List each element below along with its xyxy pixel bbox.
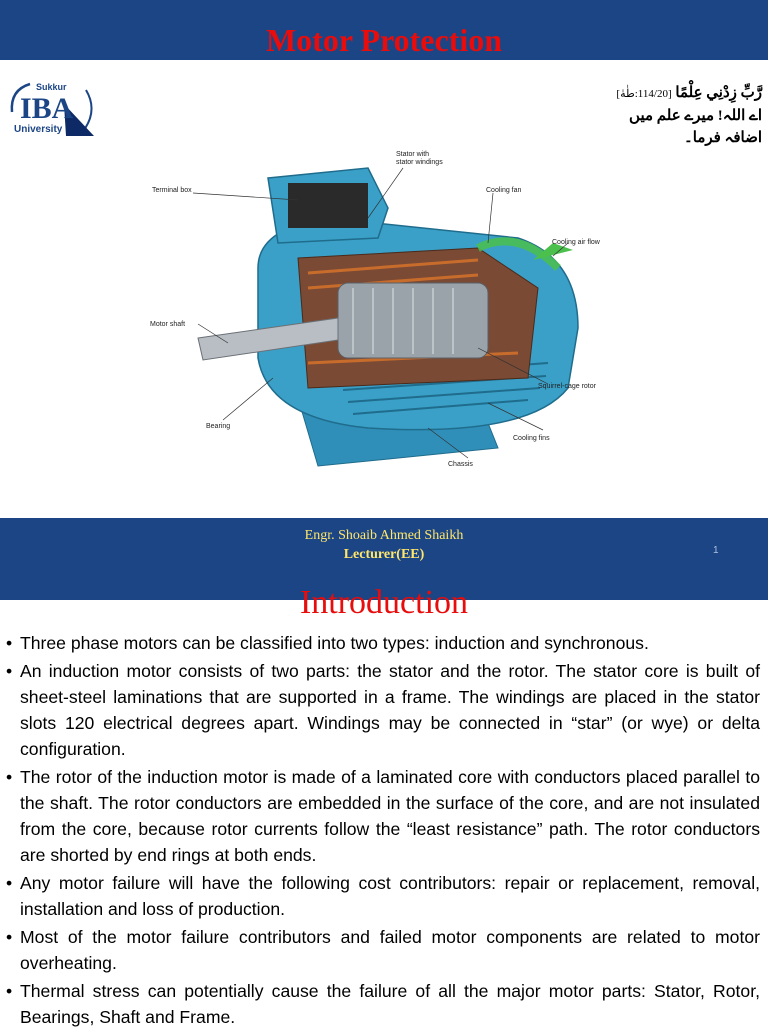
label-stator-windings: stator windings — [396, 159, 443, 166]
author-name: Engr. Shoaib Ahmed Shaikh — [304, 528, 464, 543]
logo-bottom-text: University — [14, 124, 63, 135]
verse-translation: اے اللہ! میرے علم میں اضافہ فرما۔ — [629, 108, 762, 146]
label-cooling-fan: Cooling fan — [486, 187, 522, 194]
bullet-item: • Thermal stress can potentially cause the failure of all the major motor parts: Stator, Rotor, Bearings, Shaft and Frame. — [6, 978, 760, 1030]
bullet-item: • Three phase motors can be classified into two types: induction and synchronous. — [6, 630, 760, 656]
label-stator: Stator with — [396, 151, 430, 158]
label-squirrel-cage-rotor: Squirrel-cage rotor — [538, 383, 596, 390]
bullet-item: • Any motor failure will have the following cost contributors: repair or replacement, removal, installation and loss of production. — [6, 870, 760, 922]
bullet-list — [6, 630, 760, 1032]
motor-cutaway-figure — [148, 148, 618, 478]
slide-title: Motor Protection — [265, 22, 503, 58]
verse-reference: [114/20:طٰهٰ] — [616, 88, 672, 100]
label-bearing: Bearing — [206, 423, 231, 430]
logo-main-text: IBA — [20, 92, 74, 125]
verse-line1: رَّبِّ زِدْنِي عِلْمًا — [675, 85, 762, 101]
bullet-item: • Most of the motor failure contributors and failed motor components are related to motor overheating. — [6, 924, 760, 976]
section-title: Introduction — [299, 584, 469, 621]
bullet-item: • The rotor of the induction motor is made of a laminated core with conductors placed parallel to the shaft. The rotor conductors are embedded in the surface of the core, and are not insulated from the core, because rotor currents follow the “least resistance” path. The rotor conductors are shorted by end rings at both ends. — [6, 764, 760, 868]
page-number: 1 — [713, 545, 719, 556]
label-cooling-fins: Cooling fins — [513, 435, 550, 442]
bullet-item: • An induction motor consists of two parts: the stator and the rotor. The stator core is built of sheet-steel laminations that are supported in a frame. The windings are placed in the stator slots 120 electrical degrees apart. Windings may be connected in “star” (or wye) or delta configuration. — [6, 658, 760, 762]
label-terminal-box: Terminal box — [152, 187, 192, 194]
label-chassis: Chassis — [448, 461, 473, 468]
quran-verse — [612, 82, 762, 149]
author-role: Lecturer(EE) — [343, 547, 425, 562]
label-cooling-air-flow: Cooling air flow — [552, 239, 600, 246]
logo-top-text: Sukkur — [36, 82, 67, 92]
sukkur-iba-logo — [6, 74, 98, 140]
label-motor-shaft: Motor shaft — [150, 321, 186, 328]
